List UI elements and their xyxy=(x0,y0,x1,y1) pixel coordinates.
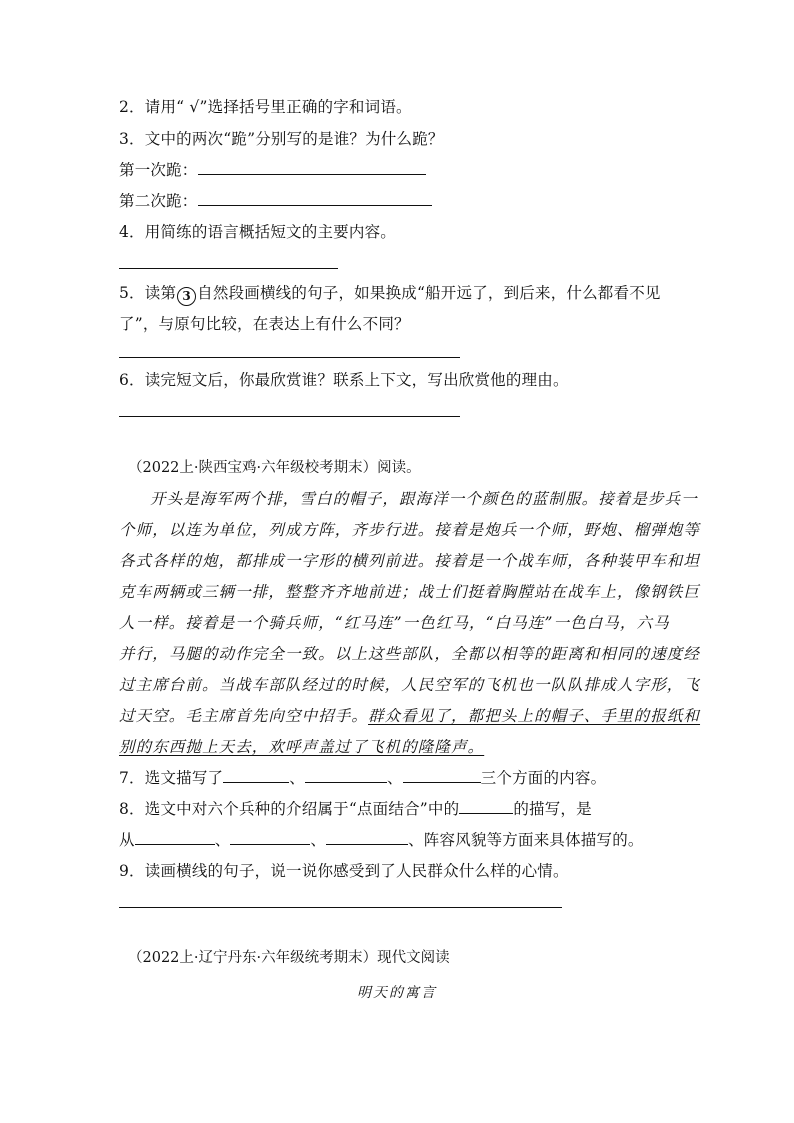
circled-number-3: 3 xyxy=(177,287,196,306)
question-7-prefix: 7．选文描写了 xyxy=(119,769,224,787)
section-3-source: （2022上·辽宁丹东·六年级统考期末）现代文阅读 xyxy=(128,950,450,966)
question-7-suffix: 三个方面的内容。 xyxy=(480,769,607,787)
question-5-suffix: 自然段画横线的句子，如果换成“船开远了，到后来，什么都看不见 xyxy=(197,284,661,302)
answer-row-second-kneel xyxy=(119,191,432,211)
question-8-blank-3[interactable] xyxy=(230,830,310,845)
question-8-separator-1: 、 xyxy=(214,831,231,849)
passage-line-1: 开头是海军两个排，雪白的帽子，跟海洋一个颜色的蓝制服。接着是步兵一 xyxy=(150,490,698,508)
question-2: 2．请用“ √”选择括号里正确的字和词语。 xyxy=(119,98,412,116)
question-8-line-1 xyxy=(119,799,592,819)
underlined-sentence-part-1: 群众看见了，都把头上的帽子、手里的报纸和 xyxy=(368,707,701,725)
question-3: 3．文中的两次“跪”分别写的是谁？为什么跪？ xyxy=(119,130,444,148)
question-7-separator-2: 、 xyxy=(386,769,403,787)
question-5-prefix: 5．读第 xyxy=(119,284,177,302)
question-8-line-2-prefix: 从 xyxy=(119,831,135,849)
answer-row-first-kneel xyxy=(119,160,426,180)
question-9-answer-line[interactable] xyxy=(119,907,562,908)
question-7-blank-1[interactable] xyxy=(223,768,289,783)
passage-line-5: 人一样。接着是一个骑兵师，“红马连”一色红马，“白马连”一色白马，六马 xyxy=(119,614,670,632)
passage-line-2: 个师，以连为单位，列成方阵，齐步行进。接着是炮兵一个师，野炮、榴弹炮等 xyxy=(119,521,701,539)
question-8-line-1-suffix: 的描写，是 xyxy=(513,800,592,818)
question-6-answer-line[interactable] xyxy=(119,416,460,417)
question-5-line-2: 了”，与原句比较，在表达上有什么不同？ xyxy=(119,315,410,333)
question-4-answer-line[interactable] xyxy=(119,268,338,269)
question-7-blank-3[interactable] xyxy=(403,768,481,783)
passage-line-3: 各式各样的炮，都排成一字形的横列前进。接着是一个战车师，各种装甲车和坦 xyxy=(119,552,701,570)
question-6: 6．读完短文后，你最欣赏谁？联系上下文，写出欣赏他的理由。 xyxy=(119,371,569,389)
question-8-blank-2[interactable] xyxy=(135,830,215,845)
first-kneel-label: 第一次跪： xyxy=(119,161,198,179)
question-8-line-2-suffix: 、阵容风貌等方面来具体描写的。 xyxy=(408,831,644,849)
section-2-source: （2022上·陕西宝鸡·六年级校考期末）阅读。 xyxy=(128,460,421,476)
question-8-prefix: 8．选文中对六个兵种的介绍属于“点面结合”中的 xyxy=(119,800,460,818)
question-8-blank-4[interactable] xyxy=(326,830,408,845)
question-8-line-2 xyxy=(119,830,644,850)
question-9: 9．读画横线的句子，说一说你感受到了人民群众什么样的心情。 xyxy=(119,862,569,880)
passage-line-8-plain: 过天空。毛主席首先向空中招手。 xyxy=(119,707,369,725)
passage-line-7: 过主席台前。当战车部队经过的时候，人民空军的飞机也一队队排成人字形，飞 xyxy=(119,676,701,694)
underlined-sentence-part-2: 别的东西抛上天去，欢呼声盖过了飞机的隆隆声。 xyxy=(119,738,485,756)
second-kneel-answer-blank[interactable] xyxy=(198,191,432,206)
question-7-blank-2[interactable] xyxy=(305,768,387,783)
passage-title: 明天的寓言 xyxy=(357,985,437,1001)
passage-line-6: 并行，马腿的动作完全一致。以上这些部队，全都以相等的距离和相同的速度经 xyxy=(119,645,701,663)
question-8-blank-1[interactable] xyxy=(459,799,513,814)
second-kneel-label: 第二次跪： xyxy=(119,192,198,210)
passage-line-4: 克车两辆或三辆一排，整整齐齐地前进；战士们挺着胸膛站在战车上，像钢铁巨 xyxy=(119,583,701,601)
first-kneel-answer-blank[interactable] xyxy=(198,160,426,175)
question-8-separator-2: 、 xyxy=(310,831,327,849)
passage-line-8 xyxy=(119,706,700,726)
question-5-answer-line[interactable] xyxy=(119,357,460,358)
question-7 xyxy=(119,768,606,788)
question-7-separator-1: 、 xyxy=(289,769,305,787)
question-4: 4．用简练的语言概括短文的主要内容。 xyxy=(119,223,396,241)
passage-line-9 xyxy=(119,737,484,757)
question-5-line-1 xyxy=(119,283,661,306)
